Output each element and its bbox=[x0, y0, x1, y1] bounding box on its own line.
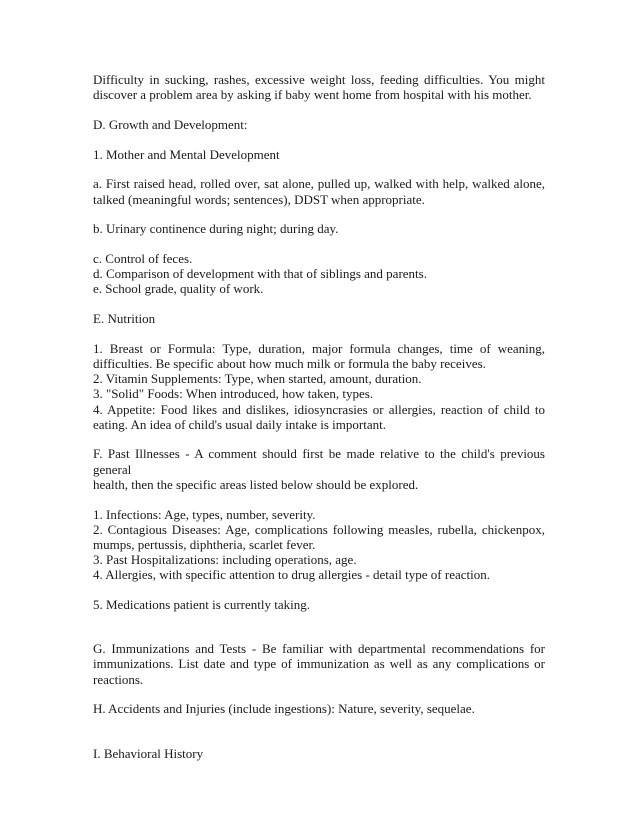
document-page bbox=[93, 72, 545, 775]
growth-item-c: c. Control of feces. bbox=[93, 250, 193, 266]
past-illnesses-item-5: 5. Medications patient is currently taking. bbox=[93, 597, 310, 613]
immunizations-line-1: G. Immunizations and Tests - Be familiar with departmental recommendations for bbox=[93, 641, 545, 657]
past-illnesses-item-1: 1. Infections: Age, types, number, severity. bbox=[93, 506, 316, 522]
nutrition-item-4-line-2: eating. An idea of child's usual daily intake is important. bbox=[93, 416, 386, 432]
past-illnesses-item-4: 4. Allergies, with specific attention to drug allergies - detail type of reaction. bbox=[93, 567, 490, 583]
growth-item-e: e. School grade, quality of work. bbox=[93, 281, 264, 297]
past-illnesses-item-2-line-1: 2. Contagious Diseases: Age, complications following measles, rubella, chickenpox, bbox=[93, 521, 545, 537]
intro-line-1: Difficulty in sucking, rashes, excessive weight loss, feeding difficulties. You might bbox=[93, 72, 545, 87]
past-illnesses-item-2-line-2: mumps, pertussis, diphtheria, scarlet fever. bbox=[93, 536, 316, 552]
accidents-paragraph: H. Accidents and Injuries (include ingestions): Nature, severity, sequelae. bbox=[93, 701, 475, 717]
growth-heading: D. Growth and Development: bbox=[93, 116, 248, 132]
intro-paragraph bbox=[93, 72, 545, 102]
immunizations-paragraph bbox=[93, 641, 545, 687]
growth-items-cde bbox=[93, 251, 545, 297]
past-illnesses-heading-line-2: health, then the specific areas listed below should be explored. bbox=[93, 476, 419, 492]
nutrition-heading: E. Nutrition bbox=[93, 311, 156, 327]
immunizations-line-3: reactions. bbox=[93, 671, 144, 687]
past-illnesses-heading bbox=[93, 446, 545, 492]
nutrition-item-3: 3. "Solid" Foods: When introduced, how taken, types. bbox=[93, 386, 374, 402]
nutrition-item-4-line-1: 4. Appetite: Food likes and dislikes, idiosyncrasies or allergies, reaction of child to bbox=[93, 401, 545, 417]
past-illnesses-item-3: 3. Past Hospitalizations: including operations, age. bbox=[93, 552, 357, 568]
growth-item-a bbox=[93, 176, 545, 206]
growth-item-a-line-1: a. First raised head, rolled over, sat alone, pulled up, walked with help, walked alone, bbox=[93, 176, 545, 192]
nutrition-list bbox=[93, 341, 545, 432]
nutrition-item-1-line-2: difficulties. Be specific about how much milk or formula the baby receives. bbox=[93, 355, 486, 371]
nutrition-item-2: 2. Vitamin Supplements: Type, when started, amount, duration. bbox=[93, 371, 422, 387]
past-illnesses-list bbox=[93, 507, 545, 583]
behavioral-heading: I. Behavioral History bbox=[93, 745, 204, 761]
nutrition-item-1-line-1: 1. Breast or Formula: Type, duration, major formula changes, time of weaning, bbox=[93, 340, 545, 356]
growth-item-d: d. Comparison of development with that of siblings and parents. bbox=[93, 266, 427, 282]
growth-item-a-line-2: talked (meaningful words; sentences), DDST when appropriate. bbox=[93, 191, 425, 207]
growth-item-b: b. Urinary continence during night; during day. bbox=[93, 221, 339, 237]
immunizations-line-2: immunizations. List date and type of immunization as well as any complications or bbox=[93, 656, 545, 672]
past-illnesses-heading-line-1: F. Past Illnesses - A comment should first be made relative to the child's previous general bbox=[93, 446, 545, 477]
growth-subheading: 1. Mother and Mental Development bbox=[93, 146, 280, 162]
intro-line-2: discover a problem area by asking if baby went home from hospital with his mother. bbox=[93, 87, 532, 103]
